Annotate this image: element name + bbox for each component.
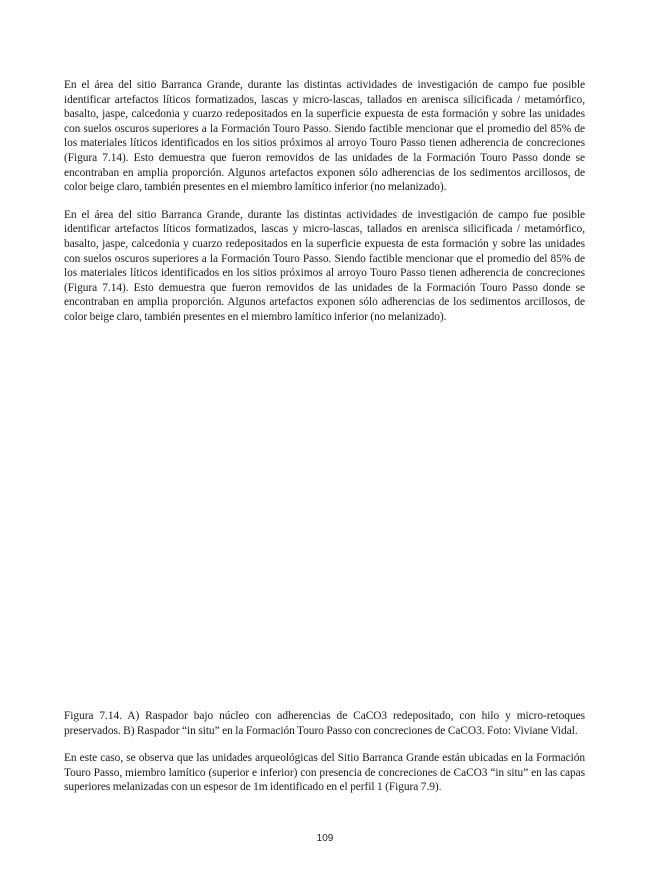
figure-placeholder	[64, 376, 585, 698]
body-text-top	[64, 78, 585, 325]
figure-caption: Figura 7.14. A) Raspador bajo núcleo con adherencias de CaCO3 redepositado, con hilo y micro-retoques preservados. B) Raspador “in situ” en la Formación Touro Passo con concreciones de CaCO3. Foto: Viviane Vidal.	[64, 710, 585, 737]
paragraph-1: En el área del sitio Barranca Grande, durante las distintas actividades de investigación de campo fue posible identificar artefactos líticos formatizados, lascas y micro-lascas, tallados en arenisca silicificada / metamórfico, basalto, jaspe, calcedonia y cuarzo redepositados en la superficie expuesta de esta formación y sobre las unidades con suelos oscuros superiores a la Formación Touro Passo. Siendo factible mencionar que el promedio del 85% de los materiales líticos identificados en los sitios próximos al arroyo Touro Passo tienen adherencia de concreciones (Figura 7.14). Esto demuestra que fueron removidos de las unidades de la Formación Touro Passo donde se encontraban en amplia proporción. Algunos artefactos exponen sólo adherencias de los sedimentos arcillosos, de color beige claro, también presentes en el miembro lamítico inferior (no melanizado).	[64, 79, 585, 194]
paragraph-3: En este caso, se observa que las unidades arqueológicas del Sitio Barranca Grande están ubicadas en la Formación Touro Passo, miembro lamítico (superior e inferior) con presencia de concreciones de CaCO3 “in situ” en las capas superiores melanizadas con un espesor de 1m identificado en el perfil 1 (Figura 7.9).	[64, 752, 585, 794]
page-number: 109	[316, 833, 334, 844]
paragraph-2: En el área del sitio Barranca Grande, durante las distintas actividades de investigación de campo fue posible identificar artefactos líticos formatizados, lascas y micro-lascas, tallados en arenisca silicificada / metamórfico, basalto, jaspe, calcedonia y cuarzo redepositados en la superficie expuesta de esta formación y sobre las unidades con suelos oscuros superiores a la Formación Touro Passo. Siendo factible mencionar que el promedio del 85% de los materiales líticos identificados en los sitios próximos al arroyo Touro Passo tienen adherencia de concreciones (Figura 7.14). Esto demuestra que fueron removidos de las unidades de la Formación Touro Passo donde se encontraban en amplia proporción. Algunos artefactos exponen sólo adherencias de los sedimentos arcillosos, de color beige claro, también presentes en el miembro lamítico inferior (no melanizado).	[64, 208, 585, 323]
body-text-bottom	[64, 709, 585, 795]
